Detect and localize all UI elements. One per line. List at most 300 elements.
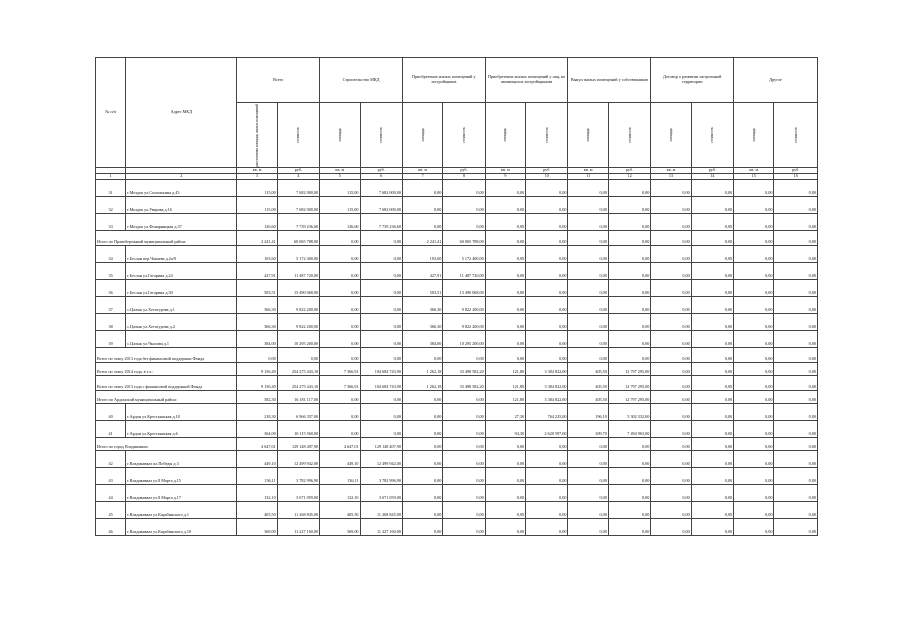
header-sub-label: стоимость	[627, 127, 632, 143]
column-number: 5	[320, 173, 360, 179]
value-cell: 0,00	[526, 262, 568, 279]
value-cell: 0,00	[608, 279, 650, 296]
value-cell: 1 262,18	[402, 375, 442, 390]
value-cell: 5 172 400,00	[443, 245, 485, 262]
value-cell: 3 671 059,00	[360, 484, 402, 501]
value-cell: 209,70	[568, 420, 608, 437]
value-cell: 0,00	[608, 467, 650, 484]
value-cell: 0,00	[568, 313, 608, 330]
header-sub-column	[568, 103, 608, 168]
value-cell: 0,00	[608, 347, 650, 362]
header-sub-label: расселяемая площадь жилых помещений	[255, 103, 260, 167]
unit-cell: кв. м	[485, 168, 525, 174]
table-row	[96, 313, 818, 330]
value-cell: 0,00	[320, 313, 360, 330]
value-cell: 0,00	[485, 484, 525, 501]
value-cell: 0,00	[651, 420, 691, 437]
value-cell: 103,60	[237, 245, 277, 262]
value-cell: 94,30	[485, 420, 525, 437]
value-cell: 0,00	[734, 450, 774, 467]
header-group-purchase-developers: Приобретение жилых помещений у застройщиков	[402, 58, 485, 103]
row-address: г.Беслан пер.Чапаева д.2а/9	[126, 245, 237, 262]
value-cell: 0,00	[774, 230, 818, 245]
value-cell: 0,00	[691, 362, 733, 375]
value-cell: 0,00	[526, 518, 568, 535]
value-cell: 0,00	[608, 230, 650, 245]
value-cell: 0,00	[774, 467, 818, 484]
value-cell: 0,00	[774, 484, 818, 501]
value-cell: 0,00	[402, 390, 442, 403]
value-cell: 0,00	[651, 403, 691, 420]
value-cell: 364,00	[237, 420, 277, 437]
value-cell: 0,00	[774, 501, 818, 518]
value-cell: 12 499 942,00	[277, 450, 319, 467]
header-group-total: Всего	[237, 58, 320, 103]
header-group-purchase-others: Приобретение жилых помещений у лиц, не являющихся застройщиками	[485, 58, 568, 103]
value-cell: 0,00	[360, 230, 402, 245]
value-cell: 0,00	[568, 296, 608, 313]
value-cell: 0,00	[774, 390, 818, 403]
column-number: 14	[691, 173, 733, 179]
value-cell: 427,91	[237, 262, 277, 279]
value-cell: 0,00	[485, 262, 525, 279]
value-cell: 0,00	[320, 296, 360, 313]
value-cell: 11 227 160,00	[360, 518, 402, 535]
value-cell: 405,50	[568, 375, 608, 390]
value-cell: 11 487 720,00	[277, 262, 319, 279]
value-cell: 405,50	[237, 501, 277, 518]
value-cell: 9 822 200,00	[443, 296, 485, 313]
table-row	[96, 501, 818, 518]
value-cell: 0,00	[691, 518, 733, 535]
value-cell: 0,00	[443, 213, 485, 230]
value-cell: 3 671 059,00	[277, 484, 319, 501]
value-cell: 0,00	[691, 375, 733, 390]
value-cell: 4 647,01	[320, 437, 360, 450]
value-cell: 366,30	[237, 313, 277, 330]
value-cell: 0,00	[691, 450, 733, 467]
value-cell: 7 682 000,00	[277, 179, 319, 196]
row-number: 43	[96, 467, 126, 484]
unit-cell: руб.	[277, 168, 319, 174]
header-sub-label: площадь	[420, 128, 425, 142]
value-cell: 0,00	[691, 467, 733, 484]
value-cell: 9 822 200,00	[443, 313, 485, 330]
value-cell: 13 490 068,00	[277, 279, 319, 296]
value-cell: 121,80	[485, 375, 525, 390]
value-cell: 0,00	[734, 279, 774, 296]
value-cell: 0,00	[526, 313, 568, 330]
value-cell: 0,00	[402, 196, 442, 213]
value-cell: 10 295 200,00	[443, 330, 485, 347]
value-cell: 0,00	[734, 262, 774, 279]
value-cell: 0,00	[691, 296, 733, 313]
value-cell: 13 490 068,00	[443, 279, 485, 296]
value-cell: 0,00	[402, 179, 442, 196]
value-cell: 0,00	[568, 501, 608, 518]
value-cell: 0,00	[691, 347, 733, 362]
column-number: 6	[360, 173, 402, 179]
value-cell: 0,00	[485, 245, 525, 262]
unit-cell: руб.	[608, 168, 650, 174]
total-row	[96, 437, 818, 450]
value-cell: 5 172 400,00	[277, 245, 319, 262]
value-cell: 0,00	[734, 467, 774, 484]
value-cell: 115,00	[237, 179, 277, 196]
value-cell: 0,00	[360, 313, 402, 330]
value-cell: 60 065 788,00	[443, 230, 485, 245]
value-cell: 0,00	[485, 501, 525, 518]
value-cell: 0,00	[360, 279, 402, 296]
header-sub-column	[277, 103, 319, 168]
unit-cell: кв. м	[734, 168, 774, 174]
column-number: 15	[734, 173, 774, 179]
value-cell: 0,00	[320, 262, 360, 279]
value-cell: 0,00	[485, 518, 525, 535]
value-cell: 0,00	[526, 501, 568, 518]
row-number: 41	[96, 420, 126, 437]
value-cell: 126,60	[237, 213, 277, 230]
row-address: г.Владикавказ ул.8 Марта д.15	[126, 467, 237, 484]
value-cell: 0,00	[485, 279, 525, 296]
value-cell: 0,00	[485, 296, 525, 313]
header-sub-column	[608, 103, 650, 168]
row-number: 36	[96, 279, 126, 296]
value-cell: 0,00	[691, 484, 733, 501]
value-cell: 0,00	[608, 484, 650, 501]
value-cell: 0,00	[360, 330, 402, 347]
column-number: 1	[96, 173, 126, 179]
value-cell: 0,00	[734, 230, 774, 245]
value-cell: 0,00	[608, 518, 650, 535]
value-cell: 0,00	[774, 262, 818, 279]
value-cell: 0,00	[526, 213, 568, 230]
column-number: 4	[277, 173, 319, 179]
value-cell: 0,00	[568, 467, 608, 484]
value-cell: 0,00	[526, 179, 568, 196]
value-cell: 0,00	[774, 437, 818, 450]
value-cell: 3 782 996,90	[360, 467, 402, 484]
unit-cell: руб.	[360, 168, 402, 174]
table-row	[96, 330, 818, 347]
value-cell: 0,00	[774, 279, 818, 296]
table-row	[96, 279, 818, 296]
row-number: 37	[96, 296, 126, 313]
value-cell: 0,00	[774, 213, 818, 230]
header-no: № п/п	[96, 58, 126, 168]
value-cell: 10 115 560,00	[277, 420, 319, 437]
value-cell: 0,00	[568, 347, 608, 362]
value-cell: 0,00	[320, 390, 360, 403]
value-cell: 0,00	[734, 518, 774, 535]
header-sub-label: стоимость	[379, 127, 384, 143]
value-cell: 11 227 160,00	[277, 518, 319, 535]
value-cell: 0,00	[443, 390, 485, 403]
value-cell: 0,00	[237, 347, 277, 362]
value-cell: 0,00	[734, 313, 774, 330]
value-cell: 384,00	[237, 330, 277, 347]
value-cell: 0,00	[402, 420, 442, 437]
value-cell: 0,00	[691, 313, 733, 330]
unit-cell: кв. м	[651, 168, 691, 174]
column-number: 3	[237, 173, 277, 179]
value-cell: 0,00	[608, 501, 650, 518]
value-cell: 0,00	[651, 362, 691, 375]
row-number: 39	[96, 330, 126, 347]
value-cell: 7 739 236,60	[360, 213, 402, 230]
value-cell: 0,00	[320, 245, 360, 262]
value-cell: 405,50	[568, 362, 608, 375]
value-cell: 9 156,49	[237, 375, 277, 390]
value-cell: 0,00	[651, 330, 691, 347]
value-cell: 132,10	[237, 484, 277, 501]
value-cell: 0,00	[526, 467, 568, 484]
value-cell: 0,00	[691, 262, 733, 279]
row-number: 32	[96, 196, 126, 213]
value-cell: 9 822 200,00	[277, 313, 319, 330]
value-cell: 0,00	[734, 330, 774, 347]
row-number: 34	[96, 245, 126, 262]
header-group-construction: Строительство МКД	[320, 58, 403, 103]
table-row	[96, 196, 818, 213]
row-address: г.Беслан ул.Гагарина д.30	[126, 279, 237, 296]
value-cell: 0,00	[774, 196, 818, 213]
value-cell: 0,00	[774, 403, 818, 420]
value-cell: 132,10	[320, 484, 360, 501]
value-cell: 0,00	[402, 347, 442, 362]
value-cell: 366,30	[237, 296, 277, 313]
value-cell: 11 268 845,00	[277, 501, 319, 518]
column-number: 13	[651, 173, 691, 179]
value-cell: 0,00	[568, 330, 608, 347]
value-cell: 0,00	[526, 230, 568, 245]
value-cell: 0,00	[691, 230, 733, 245]
value-cell: 0,00	[443, 420, 485, 437]
value-cell: 0,00	[774, 313, 818, 330]
value-cell: 0,00	[651, 450, 691, 467]
value-cell: 0,00	[568, 245, 608, 262]
value-cell: 0,00	[485, 230, 525, 245]
value-cell: 0,00	[774, 420, 818, 437]
value-cell: 254 275 443,10	[277, 375, 319, 390]
value-cell: 0,00	[734, 420, 774, 437]
total-label: Итого по Ардонский муниципальный район:	[96, 390, 237, 403]
value-cell: 115,00	[320, 179, 360, 196]
row-address: г.Ардон ул.Крестьянская д.10	[126, 403, 237, 420]
value-cell: 0,00	[734, 390, 774, 403]
value-cell: 0,00	[774, 347, 818, 362]
column-number: 11	[568, 173, 608, 179]
value-cell: 0,00	[443, 484, 485, 501]
resettlement-table	[95, 57, 818, 536]
header-group-development-contract: Договор о развитии застроенной территории	[651, 58, 734, 103]
value-cell: 0,00	[651, 245, 691, 262]
value-cell: 0,00	[526, 347, 568, 362]
row-address: г.Владикавказ ул.Карабинского д.10	[126, 518, 237, 535]
value-cell: 7 682 000,00	[360, 179, 402, 196]
header-sub-label: стоимость	[296, 127, 301, 143]
total-row	[96, 390, 818, 403]
table-row	[96, 213, 818, 230]
header-sub-label: стоимость	[793, 127, 798, 143]
value-cell: 0,00	[402, 213, 442, 230]
value-cell: 0,00	[691, 279, 733, 296]
column-number: 9	[485, 173, 525, 179]
value-cell: 254 275 443,10	[277, 362, 319, 375]
value-cell: 0,00	[360, 296, 402, 313]
value-cell: 0,00	[734, 213, 774, 230]
value-cell: 0,00	[691, 437, 733, 450]
table-row	[96, 420, 818, 437]
value-cell: 0,00	[320, 330, 360, 347]
value-cell: 0,00	[691, 245, 733, 262]
header-sub-column	[402, 103, 442, 168]
unit-cell: кв. м	[320, 168, 360, 174]
value-cell: 0,00	[774, 330, 818, 347]
value-cell: 0,00	[691, 179, 733, 196]
total-row	[96, 362, 818, 375]
value-cell: 136,11	[320, 467, 360, 484]
value-cell: 0,00	[360, 390, 402, 403]
total-row	[96, 230, 818, 245]
value-cell: 3 384 822,00	[526, 375, 568, 390]
value-cell: 0,00	[691, 213, 733, 230]
value-cell: 0,00	[568, 437, 608, 450]
row-number: 44	[96, 484, 126, 501]
value-cell: 104 684 743,90	[360, 362, 402, 375]
value-cell: 0,00	[568, 196, 608, 213]
value-cell: 218,30	[237, 403, 277, 420]
value-cell: 0,00	[608, 179, 650, 196]
value-cell: 0,00	[651, 484, 691, 501]
value-cell: 0,00	[443, 501, 485, 518]
unit-cell: руб.	[526, 168, 568, 174]
value-cell: 0,00	[526, 279, 568, 296]
header-sub-column	[651, 103, 691, 168]
value-cell: 9 156,49	[237, 362, 277, 375]
row-number: 46	[96, 518, 126, 535]
value-cell: 7 682 000,00	[277, 196, 319, 213]
value-cell: 12 499 942,00	[360, 450, 402, 467]
value-cell: 0,00	[691, 403, 733, 420]
value-cell: 405,50	[320, 501, 360, 518]
header-sub-column	[443, 103, 485, 168]
table-row	[96, 484, 818, 501]
value-cell: 115,00	[320, 196, 360, 213]
header-sub-column	[360, 103, 402, 168]
value-cell: 0,00	[526, 196, 568, 213]
value-cell: 0,00	[734, 375, 774, 390]
value-cell: 0,00	[568, 179, 608, 196]
value-cell: 449,10	[237, 450, 277, 467]
value-cell: 27,30	[485, 403, 525, 420]
header-address: Адрес МКД	[126, 58, 237, 168]
value-cell: 0,00	[568, 213, 608, 230]
value-cell: 0,00	[608, 296, 650, 313]
value-cell: 7 682 000,00	[360, 196, 402, 213]
table-row	[96, 296, 818, 313]
header-sub-column	[237, 103, 277, 168]
row-address: г.Владикавказ ул.8 Марта д.17	[126, 484, 237, 501]
total-label: Итого по город Владикавказ:	[96, 437, 237, 450]
value-cell: 0,00	[651, 347, 691, 362]
row-address: г.Беслан ул.Гагарина д.24	[126, 262, 237, 279]
header-sub-column	[774, 103, 818, 168]
value-cell: 0,00	[568, 279, 608, 296]
column-number: 10	[526, 173, 568, 179]
value-cell: 196,10	[568, 403, 608, 420]
value-cell: 4 647,01	[237, 437, 277, 450]
value-cell: 0,00	[320, 230, 360, 245]
value-cell: 0,00	[734, 501, 774, 518]
value-cell: 0,00	[277, 347, 319, 362]
value-cell: 0,00	[485, 467, 525, 484]
row-address: г.Моздок ул.Соломахина д.43	[126, 179, 237, 196]
value-cell: 0,00	[360, 347, 402, 362]
value-cell: 12 797 295,00	[608, 390, 650, 403]
header-sub-label: площадь	[503, 128, 508, 142]
value-cell: 0,00	[774, 296, 818, 313]
table-row	[96, 262, 818, 279]
value-cell: 3 782 996,90	[277, 467, 319, 484]
value-cell: 0,00	[651, 375, 691, 390]
value-cell: 136,11	[237, 467, 277, 484]
row-address: с.Цалык ул.Хетагурова д.1	[126, 296, 237, 313]
value-cell: 0,00	[485, 437, 525, 450]
unit-cell: руб.	[443, 168, 485, 174]
value-cell: 9 822 200,00	[277, 296, 319, 313]
value-cell: 0,00	[360, 420, 402, 437]
value-cell: 0,00	[608, 196, 650, 213]
value-cell: 0,00	[734, 403, 774, 420]
unit-cell: кв. м	[402, 168, 442, 174]
value-cell: 16 181 117,00	[277, 390, 319, 403]
header-sub-label: площадь	[668, 128, 673, 142]
value-cell: 6 966 357,00	[277, 403, 319, 420]
value-cell: 0,00	[568, 484, 608, 501]
value-cell: 0,00	[734, 196, 774, 213]
header-sub-label: стоимость	[710, 127, 715, 143]
value-cell: 0,00	[651, 179, 691, 196]
value-cell: 129 148 407,90	[360, 437, 402, 450]
row-address: с.Цалык ул.Чкалова д.1	[126, 330, 237, 347]
value-cell: 0,00	[526, 330, 568, 347]
value-cell: 2 620 597,00	[526, 420, 568, 437]
value-cell: 129 148 407,90	[277, 437, 319, 450]
value-cell: 0,00	[734, 484, 774, 501]
table-row	[96, 245, 818, 262]
value-cell: 0,00	[443, 450, 485, 467]
value-cell: 33 498 582,20	[443, 362, 485, 375]
value-cell: 0,00	[734, 245, 774, 262]
value-cell: 0,00	[443, 437, 485, 450]
value-cell: 0,00	[402, 501, 442, 518]
value-cell: 0,00	[608, 450, 650, 467]
value-cell: 582,30	[237, 390, 277, 403]
value-cell: 121,80	[485, 362, 525, 375]
value-cell: 0,00	[651, 296, 691, 313]
value-cell: 0,00	[526, 245, 568, 262]
value-cell: 0,00	[608, 262, 650, 279]
table-row	[96, 403, 818, 420]
value-cell: 0,00	[320, 279, 360, 296]
value-cell: 0,00	[691, 501, 733, 518]
value-cell: 366,30	[402, 313, 442, 330]
value-cell: 0,00	[402, 467, 442, 484]
table-row	[96, 518, 818, 535]
row-number: 40	[96, 403, 126, 420]
value-cell: 33 498 582,20	[443, 375, 485, 390]
